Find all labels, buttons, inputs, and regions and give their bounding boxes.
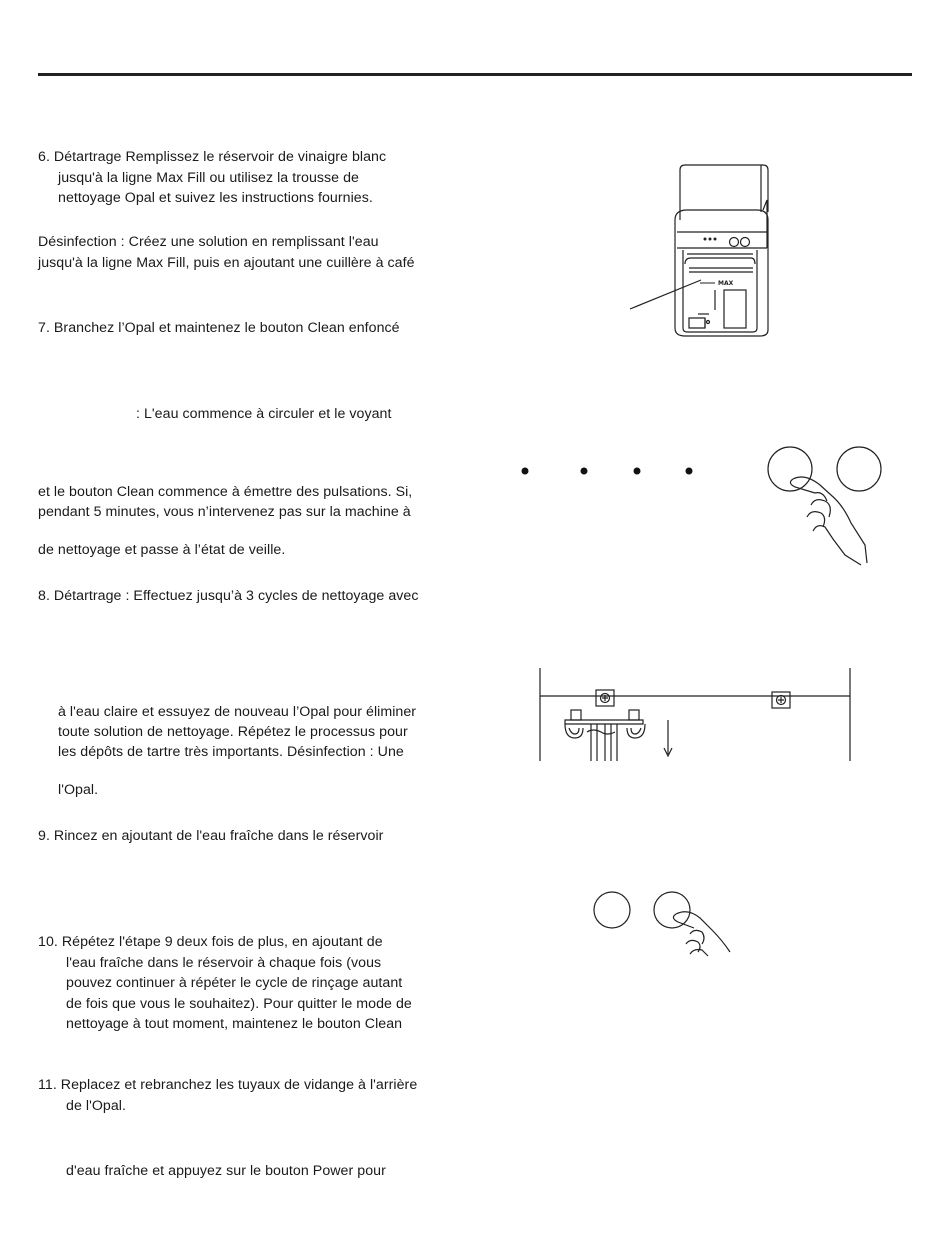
indicator-dot bbox=[581, 468, 588, 475]
step-8-line-5: l'Opal. bbox=[58, 782, 99, 798]
indicator-dots bbox=[522, 468, 693, 475]
step-11-line-1: 11. Replacez et rebranchez les tuyaux de vidange à l'arrière bbox=[38, 1077, 418, 1093]
step-6 bbox=[38, 147, 386, 209]
indicator-dot bbox=[634, 468, 641, 475]
step-6-line-1: 6. Détartrage Remplissez le réservoir de vinaigre blanc bbox=[38, 149, 387, 165]
step-11-line-3: d'eau fraîche et appuyez sur le bouton Power pour bbox=[66, 1163, 386, 1179]
ice-maker-reservoir-illustration bbox=[625, 160, 785, 345]
step-7-line-1: 7. Branchez l’Opal et maintenez le bouton Clean enfoncé bbox=[38, 320, 400, 336]
step-9-line-1: 9. Rincez en ajoutant de l'eau fraîche dans le réservoir bbox=[38, 828, 384, 844]
step-7-line-3: et le bouton Clean commence à émettre des pulsations. Si, bbox=[38, 484, 413, 500]
max-fill-label: MAX bbox=[718, 280, 734, 287]
clean-button-outline bbox=[768, 447, 812, 491]
step-10 bbox=[38, 932, 412, 1035]
indicator-dot bbox=[686, 468, 693, 475]
step-10-line-5: nettoyage à tout moment, maintenez le bouton Clean bbox=[66, 1016, 403, 1032]
right-button-outline bbox=[654, 892, 690, 928]
step-8-line-4: les dépôts de tartre très importants. Désinfection : Une bbox=[58, 744, 404, 760]
disinfection-paragraph bbox=[38, 232, 415, 273]
step-10-line-4: de fois que vous le souhaitez). Pour quitter le mode de bbox=[66, 995, 412, 1012]
step-10-line-3: pouvez continuer à répéter le cycle de rinçage autant bbox=[66, 975, 403, 991]
step-6-line-2: jusqu'à la ligne Max Fill ou utilisez la trousse de bbox=[58, 169, 359, 186]
power-button-outline bbox=[837, 447, 881, 491]
rinse-button-press-illustration bbox=[590, 890, 750, 960]
step-8-line-2: à l'eau claire et essuyez de nouveau l’Opal pour éliminer bbox=[58, 704, 417, 720]
header-rule bbox=[38, 73, 912, 76]
step-8-line-3: toute solution de nettoyage. Répétez le processus pour bbox=[58, 724, 408, 740]
step-7-line-5: de nettoyage et passe à l’état de veille. bbox=[38, 542, 286, 558]
step-8-line-1: 8. Détartrage : Effectuez jusqu’à 3 cycles de nettoyage avec bbox=[38, 588, 419, 604]
rear-drain-hoses-illustration bbox=[535, 668, 855, 764]
indicator-lights-illustration bbox=[515, 445, 895, 575]
indicator-dot bbox=[522, 468, 529, 475]
step-11 bbox=[38, 1075, 417, 1116]
step-11-line-2: de l'Opal. bbox=[66, 1097, 126, 1114]
step-6-line-3: nettoyage Opal et suivez les instructions fournies. bbox=[58, 190, 373, 206]
disinfection-line-2: jusqu'à la ligne Max Fill, puis en ajoutant une cuillère à café bbox=[38, 254, 415, 271]
left-button-outline bbox=[594, 892, 630, 928]
disinfection-line-1: Désinfection : Créez une solution en remplissant l'eau bbox=[38, 234, 379, 250]
step-10-line-1: 10. Répétez l'étape 9 deux fois de plus, en ajoutant de bbox=[38, 934, 383, 950]
step-7-line-2: : L'eau commence à circuler et le voyant bbox=[136, 406, 392, 422]
step-10-line-2: l'eau fraîche dans le réservoir à chaque fois (vous bbox=[66, 954, 382, 971]
step-7-line-4: pendant 5 minutes, vous n’intervenez pas sur la machine à bbox=[38, 504, 411, 520]
